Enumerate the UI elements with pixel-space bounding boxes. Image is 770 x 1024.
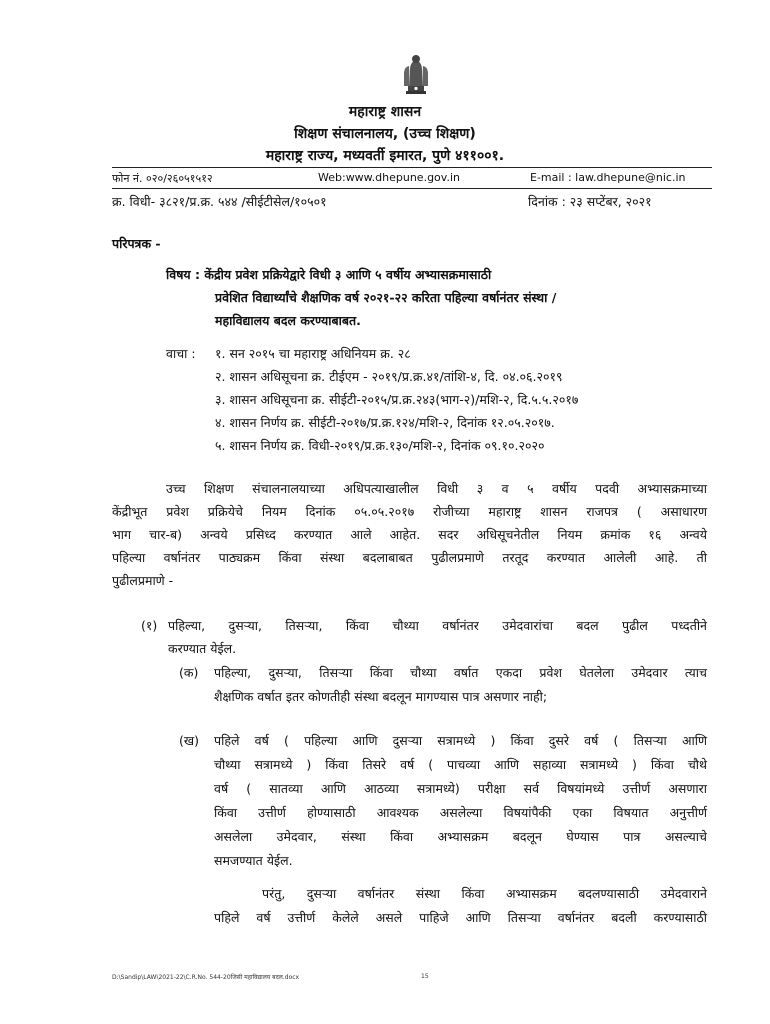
- phone-number: फोन नं. ०२०/२६०५१५१२: [112, 172, 213, 185]
- state-emblem-icon: [398, 52, 434, 96]
- reference-number: क्र. विधी- ३८२१/प्र.क्र. ५४४ /सीईटीसेल/१०५०१: [112, 194, 327, 209]
- intro-line: पहिल्या वर्षानंतर पाठ्यक्रम किंवा संस्था बदलाबाबत पुढीलप्रमाणे तरतूद करण्यात आलेली आहे. ती: [112, 550, 707, 565]
- read-item: १. सन २०१५ चा महाराष्ट्र अधिनियम क्र. २८: [215, 346, 411, 361]
- subject-line-3: महाविद्यालय बदल करण्याबाबत.: [215, 313, 361, 328]
- header-directorate: शिक्षण संचालनालय, (उच्च शिक्षण): [294, 126, 476, 142]
- subject-line-2: प्रवेशित विद्यार्थ्यांचे शैक्षणिक वर्ष २०२१-२२ करिता पहिल्या वर्षानंतर संस्था /: [215, 290, 557, 305]
- clause-1-line: पहिल्या, दुसऱ्या, तिसऱ्या, किंवा चौथ्या वर्षानंतर उमेदवारांचा बदल पुढील पध्दतीने: [168, 618, 707, 633]
- clause-ka-marker: (क): [179, 665, 199, 680]
- clause-kha-line: असलेला उमेदवार, संस्था किंवा अभ्यासक्रम बदलून घेण्यास पात्र असल्याचे: [214, 829, 707, 844]
- intro-line: पुढीलप्रमाणे -: [112, 573, 174, 588]
- proviso-line: पहिले वर्ष उत्तीर्ण केलेले असले पाहिजे आणि तिसऱ्या वर्षानंतर बदली करण्यासाठी: [214, 910, 707, 925]
- read-item: २. शासन अधिसूचना क्र. टीईएम - २०१९/प्र.क्र.४१/तांशि-४, दि. ०४.०६.२०१९: [215, 369, 563, 384]
- read-item: ४. शासन निर्णय क्र. सीईटी-२०१७/प्र.क्र.१२४/मशि-२, दिनांक १२.०५.२०१७.: [215, 415, 555, 430]
- intro-line: भाग चार-ब) अन्वये प्रसिध्द करण्यात आले आहेत. सदर अधिसूचनेतील नियम क्रमांक १६ अन्वये: [112, 527, 707, 542]
- read-item: ३. शासन अधिसूचना क्र. सीईटी-२०१५/प्र.क्र.२४३(भाग-२)/मशि-२, दि.५.५.२०१७: [215, 392, 579, 407]
- footer-file-path: D:\Sandip\LAW\2021-22\C.R.No. 544-20जिसी महाविद्यालय बदल.docx: [112, 974, 300, 981]
- header-rule-top: [112, 167, 712, 168]
- clause-ka-line: पहिल्या, दुसऱ्या, तिसऱ्या किंवा चौथ्या वर्षात एकदा प्रवेश घेतलेला उमेदवार त्याच: [214, 665, 707, 680]
- subject-line-1: विषय : केंद्रीय प्रवेश प्रक्रियेद्वारे विधी ३ आणि ५ वर्षीय अभ्यासक्रमासाठी: [166, 267, 492, 282]
- intro-line: केंद्रीभूत प्रवेश प्रक्रियेचे नियम दिनांक ०५.०५.२०१७ रोजीच्या महाराष्ट्र शासन राजपत्र ( असाधारण: [112, 504, 707, 519]
- clause-kha-line: पहिले वर्ष ( पहिल्या आणि दुसऱ्या सत्रामध्ये ) किंवा दुसरे वर्ष ( तिसऱ्या आणि: [214, 733, 707, 748]
- clause-kha-line: वर्ष ( सातव्या आणि आठव्या सत्रामध्ये) परीक्षा सर्व विषयांमध्ये उत्तीर्ण असणारा: [214, 781, 707, 796]
- clause-ka-line: शैक्षणिक वर्षात इतर कोणतीही संस्था बदलून मागण्यास पात्र असणार नाही;: [214, 689, 548, 704]
- clause-kha-line: किंवा उत्तीर्ण होण्यासाठी आवश्यक असलेल्या विषयांपैकी एका विषयात अनुत्तीर्ण: [214, 805, 707, 820]
- header-government: महाराष्ट्र शासन: [348, 104, 422, 120]
- clause-1-line: करण्यात येईल.: [168, 641, 237, 656]
- intro-line: उच्च शिक्षण संचालनालयाच्या अधिपत्याखालील विधी ३ व ५ वर्षीय पदवी अभ्यासक्रमाच्या: [166, 481, 707, 496]
- reference-date: दिनांक : २३ सप्टेंबर, २०२१: [528, 194, 652, 209]
- clause-1-marker: (१): [141, 618, 158, 633]
- footer-page-number: 15: [421, 973, 429, 980]
- circular-heading: परिपत्रक -: [112, 236, 161, 251]
- read-item: ५. शासन निर्णय क्र. विधी-२०१९/प्र.क्र.१३०/मशि-२, दिनांक ०९.१०.२०२०: [215, 438, 545, 453]
- clause-kha-marker: (ख): [179, 733, 199, 748]
- header-rule-bottom: [112, 188, 712, 189]
- clause-kha-line: चौथ्या सत्रामध्ये ) किंवा तिसरे वर्ष ( पाचव्या आणि सहाव्या सत्रामध्ये ) किंवा चौथे: [214, 757, 707, 772]
- email-link[interactable]: E-mail : law.dhepune@nic.in: [530, 171, 686, 184]
- clause-kha-line: समजण्यात येईल.: [214, 853, 293, 868]
- proviso-line: परंतु, दुसऱ्या वर्षानंतर संस्था किंवा अभ्यासक्रम बदलण्यासाठी उमेदवाराने: [262, 886, 707, 901]
- header-address: महाराष्ट्र राज्य, मध्यवर्ती इमारत, पुणे ४११००१.: [265, 148, 505, 164]
- read-label: वाचा :: [166, 346, 196, 361]
- website-link[interactable]: Web:www.dhepune.gov.in: [318, 171, 460, 184]
